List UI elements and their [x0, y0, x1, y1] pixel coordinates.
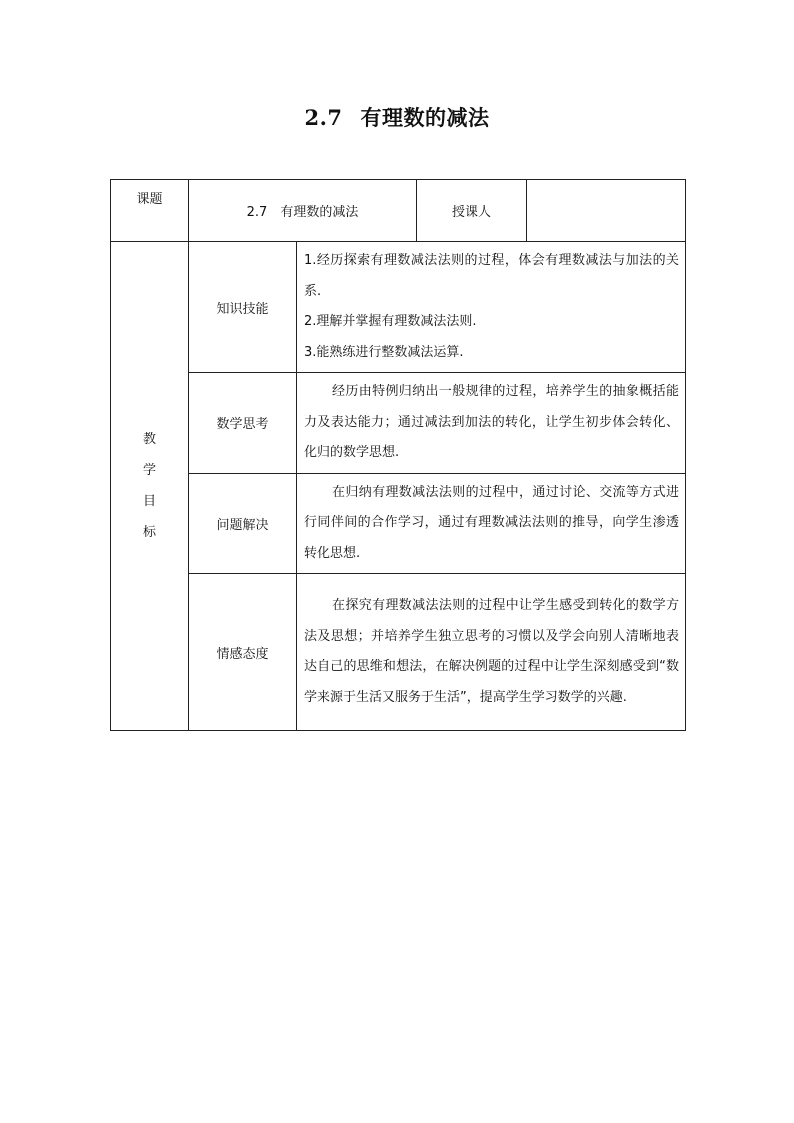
teacher-value-cell: [527, 180, 686, 242]
category-cell-thinking: [189, 373, 297, 474]
objective-row-attitude: [111, 574, 686, 731]
title-text: 有理数的减法: [360, 106, 490, 130]
objectives-label-cell: [111, 242, 189, 731]
objectives-label-char-3: 目: [142, 494, 156, 509]
subject-row: [111, 180, 686, 242]
content-cell-knowledge: [297, 242, 686, 373]
objectives-label-char-1: 教: [142, 432, 156, 447]
problem-solving-text: 在归纳有理数减法法则的过程中，通过讨论、交流等方式进行同伴间的合作学习，通过有理数减法法则的推导，向学生渗透转化思想.: [304, 484, 679, 561]
objective-row-knowledge: [111, 242, 686, 373]
category-cell-problem-solving: [189, 473, 297, 574]
attitude-text: 在探究有理数减法法则的过程中让学生感受到转化的数学方法及思想；并培养学生独立思考的习惯以及学会向别人清晰地表达自己的思维和想法，在解决例题的过程中让学生深刻感受到“数学来源于生活又服务于生活”，提高学生学习数学的兴趣.: [304, 598, 679, 705]
teacher-label-cell: [417, 180, 527, 242]
title-number: 2.7: [304, 105, 343, 130]
content-cell-thinking: [297, 373, 686, 474]
knowledge-line-3: 3.能熟练进行整数减法运算.: [304, 344, 464, 360]
category-cell-attitude: [189, 574, 297, 731]
subject-label-cell: [111, 180, 189, 242]
category-cell-knowledge: [189, 242, 297, 373]
knowledge-line-2: 2.理解并掌握有理数减法法则.: [304, 314, 477, 329]
teacher-label: 授课人: [451, 205, 491, 220]
subject-value: 2.7 有理数的减法: [246, 205, 359, 220]
objectives-label-char-4: 标: [142, 525, 156, 540]
content-cell-attitude: [297, 574, 686, 731]
category-thinking: 数学思考: [216, 417, 269, 433]
thinking-text: 经历由特例归纳出一般规律的过程，培养学生的抽象概括能力及表达能力；通过减法到加法的转化，让学生初步体会转化、化归的数学思想.: [304, 384, 679, 460]
knowledge-line-1: 1.经历探索有理数减法法则的过程，体会有理数减法与加法的关系.: [304, 253, 679, 299]
category-knowledge: 知识技能: [216, 301, 269, 317]
subject-label: 课题: [136, 192, 163, 207]
lesson-plan-table: [110, 179, 686, 731]
category-attitude: 情感态度: [216, 646, 269, 662]
document-title: [0, 102, 794, 132]
objectives-label-char-2: 学: [142, 463, 156, 478]
subject-value-cell: [189, 180, 417, 242]
content-cell-problem-solving: [297, 473, 686, 574]
objective-row-thinking: [111, 373, 686, 474]
category-problem-solving: 问题解决: [216, 517, 269, 533]
objective-row-problem-solving: [111, 473, 686, 574]
